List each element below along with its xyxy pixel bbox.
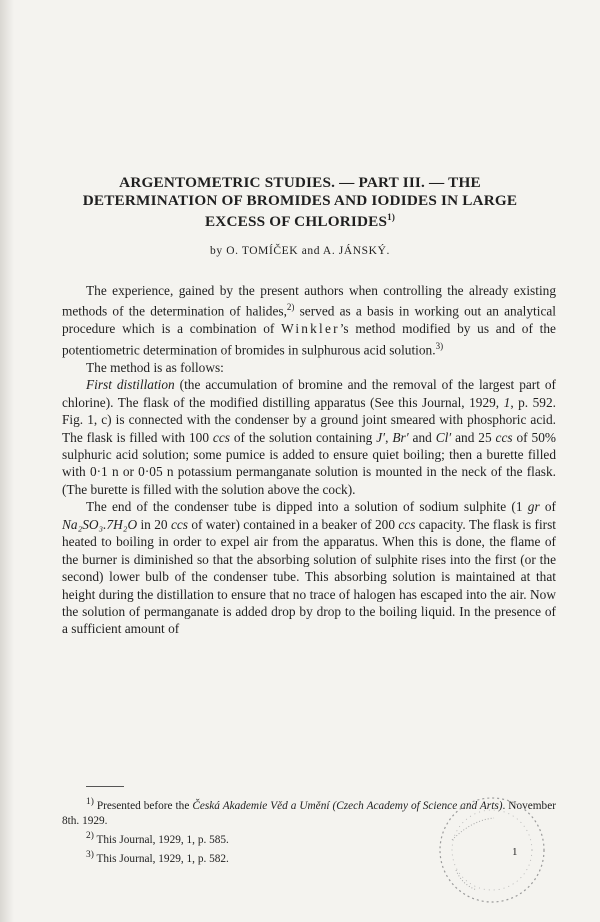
paragraph-3	[62, 376, 556, 498]
p3-unit-ccs-1: ccs	[212, 429, 230, 445]
article-title	[60, 174, 540, 231]
ion-chloride: Cl′	[435, 429, 452, 445]
footnote-rule	[86, 786, 124, 787]
footnote-2-marker: 2)	[86, 830, 94, 841]
p1-text-b: served as a basis in working out an analytical procedure which is a combination of	[62, 303, 557, 337]
chemical-formula-sodium-sulphite: Na₂SO₃.7H₂O	[62, 516, 138, 532]
ion-iodide: J′	[376, 429, 386, 445]
page-edge-shadow	[0, 0, 14, 922]
paragraph-2: The method is as follows:	[86, 359, 224, 375]
p3-text-f: and 25	[451, 429, 496, 445]
p3-text-b: , p. 592. Fig. 1, c) is connected with the condenser by a ground joint smeared with phosphoric acid. The flask is filled with 100	[62, 394, 556, 445]
article-body	[62, 282, 556, 638]
footnote-2-text: This Journal, 1929, 1, p. 585.	[93, 833, 229, 846]
ion-bromide: Br′	[392, 429, 409, 445]
p3-text-a: (the accumulation of bromine and the removal of the largest part of chlorine). The flask of the modified distilling apparatus (See this Journal, 1929,	[62, 377, 556, 410]
byline: by O. TOMÍČEK and A. JÁNSKÝ.	[210, 245, 390, 257]
title-line-3	[60, 209, 540, 231]
p4-text-a: The end of the condenser tube is dipped into a solution of sodium sulphite (1	[86, 499, 528, 515]
p4-unit-gr: gr	[527, 499, 540, 515]
p4-text-d: of water) contained in a beaker of 200	[187, 516, 399, 532]
paragraph-4	[62, 498, 556, 638]
paragraph-1	[62, 282, 556, 359]
footnote-1-marker: 1)	[86, 797, 94, 807]
page-number: 1	[512, 846, 518, 858]
p1-text-c: ’s method modified by us and of the potentiometric determination of bromides in sulphurous acid solution.	[62, 321, 556, 358]
title-line-1: ARGENTOMETRIC STUDIES. — PART III. — THE	[119, 174, 481, 191]
title-footnote-ref: 1)	[387, 212, 396, 222]
footnote-ref-3: 3)	[435, 340, 444, 351]
p4-text-b: of	[539, 499, 556, 515]
p4-unit-ccs-1: ccs	[170, 516, 188, 532]
p3-text-g: of 50% sulphuric acid solution; some pumice is added to ensure quiet boiling; then a burette filled with 0·1 n or 0·05 n potassium permanganate solution is mounted in the neck of the flask. (The burette is filled with the solution above the cock).	[62, 429, 556, 497]
footnote-3-text: This Journal, 1929, 1, p. 582.	[93, 852, 229, 865]
p3-unit-ccs-2: ccs	[495, 429, 513, 445]
p1-text-a: The experience, gained by the present authors when controlling the already existing methods of the determination of halides,	[62, 283, 556, 319]
footnote-ref-2: 2)	[286, 302, 295, 313]
footnote-1-text-b: . November 8th. 1929.	[62, 799, 556, 827]
p3-text-d: ,	[385, 429, 393, 445]
p3-text-c: of the solution containing	[229, 429, 377, 445]
footnote-3-marker: 3)	[86, 849, 94, 860]
p4-text-c: in 20	[137, 516, 171, 532]
p3-text-e: and	[408, 429, 436, 445]
library-stamp-icon	[432, 790, 552, 910]
p4-unit-ccs-2: ccs	[398, 516, 416, 532]
footnote-1-academy: Česká Akademie Věd a Umění (Czech Academy of Science and Arts)	[192, 799, 503, 812]
footnote-1-text-a: Presented before the	[93, 799, 193, 812]
p3-volume: 1	[503, 394, 511, 410]
author-name-winkler: Winkler	[281, 321, 340, 337]
title-line-2: DETERMINATION OF BROMIDES AND IODIDES IN LARGE	[82, 191, 518, 209]
section-heading-first-distillation: First distillation	[86, 377, 175, 393]
p4-text-e: capacity. The flask is first heated to boiling in order to expel air from the apparatus. When this is done, the flame of the burner is diminished so that the absorbing solution of sulphite rises into the first (or the second) lower bulb of the condenser tube. This absorbing solution is maintained at that height during the distillation to ensure that no trace of halogen has escaped into the air. Now the solution of permanganate is added drop by drop to the boiling liquid. In the presence of a sufficient amount of	[62, 516, 557, 637]
title-line-3-text: EXCESS OF CHLORIDES	[204, 213, 388, 231]
